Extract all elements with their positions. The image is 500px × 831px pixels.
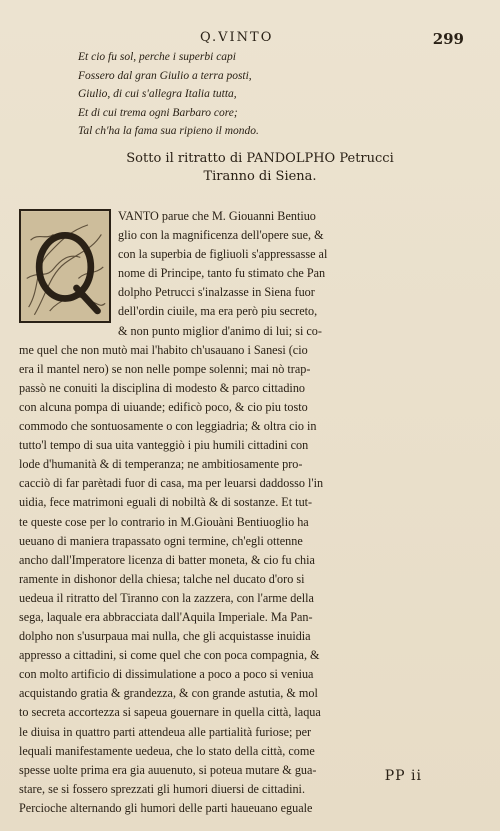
verse-block [78, 48, 458, 141]
body-line: con molto artificio di dissimulatione a poco a poco si veniua [19, 667, 314, 682]
body-line: ancho dall'Imperatore licenza di batter moneta, & cio fu chia [19, 552, 315, 567]
body-line: commodo che sontuosamente o con leggiadria; & oltra cio in [19, 419, 317, 434]
section-title-line2: Tiranno di Siena. [203, 169, 317, 184]
body-line: era il mantel nero) se non nelle pompe solenni; mai nò trap- [19, 361, 311, 376]
page-number: 299 [432, 30, 464, 48]
section-title [50, 150, 470, 186]
body-line: dell'ordin ciuile, ma era però piu secreto, [118, 304, 318, 319]
body-line: dolpho Petrucci s'inalzasse in Siena fuor [118, 285, 315, 300]
body-line: glio con la magnificenza dell'opere sue, & [118, 228, 324, 243]
verse-line: Fossero dal gran Giulio a terra posti, [78, 69, 252, 82]
body-line: nome di Principe, tanto fu stimato che Pan [118, 266, 326, 281]
body-line: lode d'humanità & di temperanza; ne ambitiosamente pro- [19, 457, 303, 472]
body-line: spesse uolte prima era gia auuenuto, si poteua mutare & gua- [19, 762, 317, 777]
signature-mark: PP ii [384, 768, 422, 784]
body-line: me quel che non mutò mai l'habito ch'usauano i Sanesi (cio [19, 342, 308, 357]
body-line: & non punto miglior d'animo di lui; si co- [118, 323, 322, 338]
body-line: con la superbia de figliuoli s'appressasse al [118, 247, 328, 262]
body-line: le diuisa in quattro parti attendeua alle partialità furiose; per [19, 724, 312, 739]
running-head: Q.VINTO [200, 30, 274, 45]
body-line: cacciò di far parètadi fuor di casa, ma per leuarsi daddosso l'in [19, 476, 324, 491]
body-line: con alcuna pompa di uiuande; edificò poco, & cio piu tosto [19, 399, 308, 414]
verse-line: Tal ch'ha la fama sua ripieno il mondo. [78, 125, 259, 137]
body-line: appresso a cittadini, si come quel che con poca compagnia, & [19, 648, 320, 663]
verse-line: Et cio fu sol, perche i superbi capi [78, 51, 236, 63]
section-title-line1: Sotto il ritratto di PANDOLPHO Petrucci [126, 151, 394, 166]
body-line: dolpho non s'usurpaua mai nulla, che gli acquistasse inuidia [19, 629, 311, 644]
body-line: tutto'l tempo di sua uita vanteggiò i piu humili cittadini con [19, 438, 309, 453]
body-line: ueuano di maniera trapassato ogni termine, ch'egli ottenne [19, 533, 303, 548]
body-line: VANTO parue che M. Giouanni Bentiuo [118, 209, 316, 223]
page-header [110, 30, 464, 50]
body-text [19, 207, 474, 818]
body-line: to secreta accortezza si sapeua gouernare in quella città, laqua [19, 705, 321, 720]
body-line: stare, se si fossero sprezzati gli humori diuersi de cittadini. [19, 781, 305, 796]
verse-line: Et di cui trema ogni Barbaro core; [78, 106, 238, 119]
body-line: uidia, fece matrimoni eguali di nobiltà & di sostanze. Et tut- [19, 495, 313, 510]
body-line: acquistando gratia & grandezza, & con grande astutia, & mol [19, 686, 318, 701]
verse-line: Giulio, di cui s'allegra Italia tutta, [78, 88, 237, 100]
body-line: te queste cose per lo contrario in M.Giouàni Bentiuoglio ha [19, 514, 309, 529]
body-line: uedeua il ritratto del Tiranno con la zazzera, con l'arme della [19, 590, 314, 605]
body-line: Percioche alternando gli humori delle parti haueuano eguale [19, 800, 313, 815]
body-line: passò ne conuiti la disciplina di modesto & parco cittadino [19, 380, 306, 395]
body-line: sega, laquale era abbracciata dall'Aquila Imperiale. Ma Pan- [19, 609, 313, 624]
body-line: lequali manifestamente uedeua, che lo stato della città, come [19, 743, 315, 758]
body-line: ramente in dishonor della chiesa; talche nel ducato d'oro si [19, 571, 305, 586]
